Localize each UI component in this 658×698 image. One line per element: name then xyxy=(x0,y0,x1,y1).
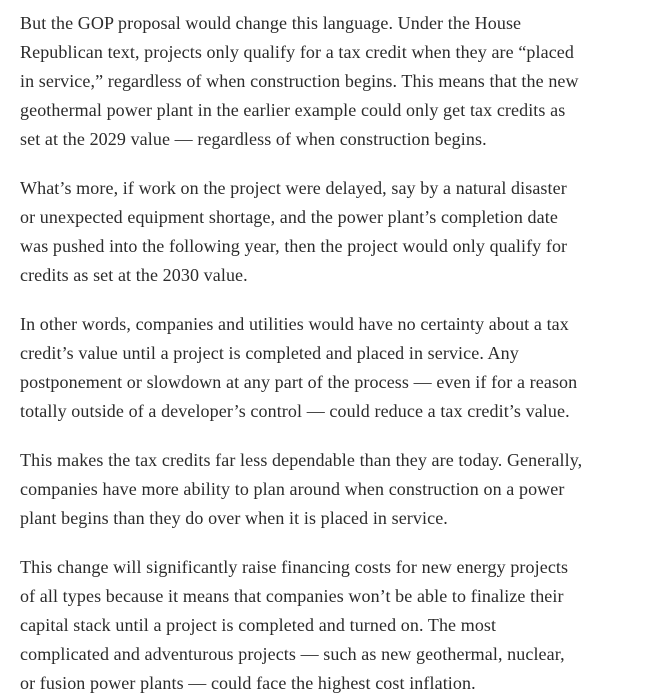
article-paragraph-5: This change will significantly raise financing costs for new energy projects of all types because it means that companies won’t be able to finalize their capital stack until a project is completed and turned on. The most complicated and adventurous projects — such as new geothermal, nuclear, or fusion power plants — could face the highest cost inflation. xyxy=(20,557,569,693)
article-paragraph-2: What’s more, if work on the project were delayed, say by a natural disaster or unexpected equipment shortage, and the power plant’s completion date was pushed into the following year, then the project would only qualify for credits as set at the 2030 value. xyxy=(20,178,568,285)
article-paragraph-3: In other words, companies and utilities would have no certainty about a tax credit’s value until a project is completed and placed in service. Any postponement or slowdown at any part of the process — even if for a reason totally outside of a developer’s control — could reduce a tax credit’s value. xyxy=(20,314,578,421)
article-paragraph-4: This makes the tax credits far less dependable than they are today. Generally, companies have more ability to plan around when construction on a power plant begins than they do over when it is placed in service. xyxy=(20,450,583,528)
article-paragraph-1: But the GOP proposal would change this language. Under the House Republican text, projects only qualify for a tax credit when they are “placed in service,” regardless of when construction begins. This means that the new geothermal power plant in the earlier example could only get tax credits as set at the 2029 value — regardless of when construction begins. xyxy=(20,13,579,149)
